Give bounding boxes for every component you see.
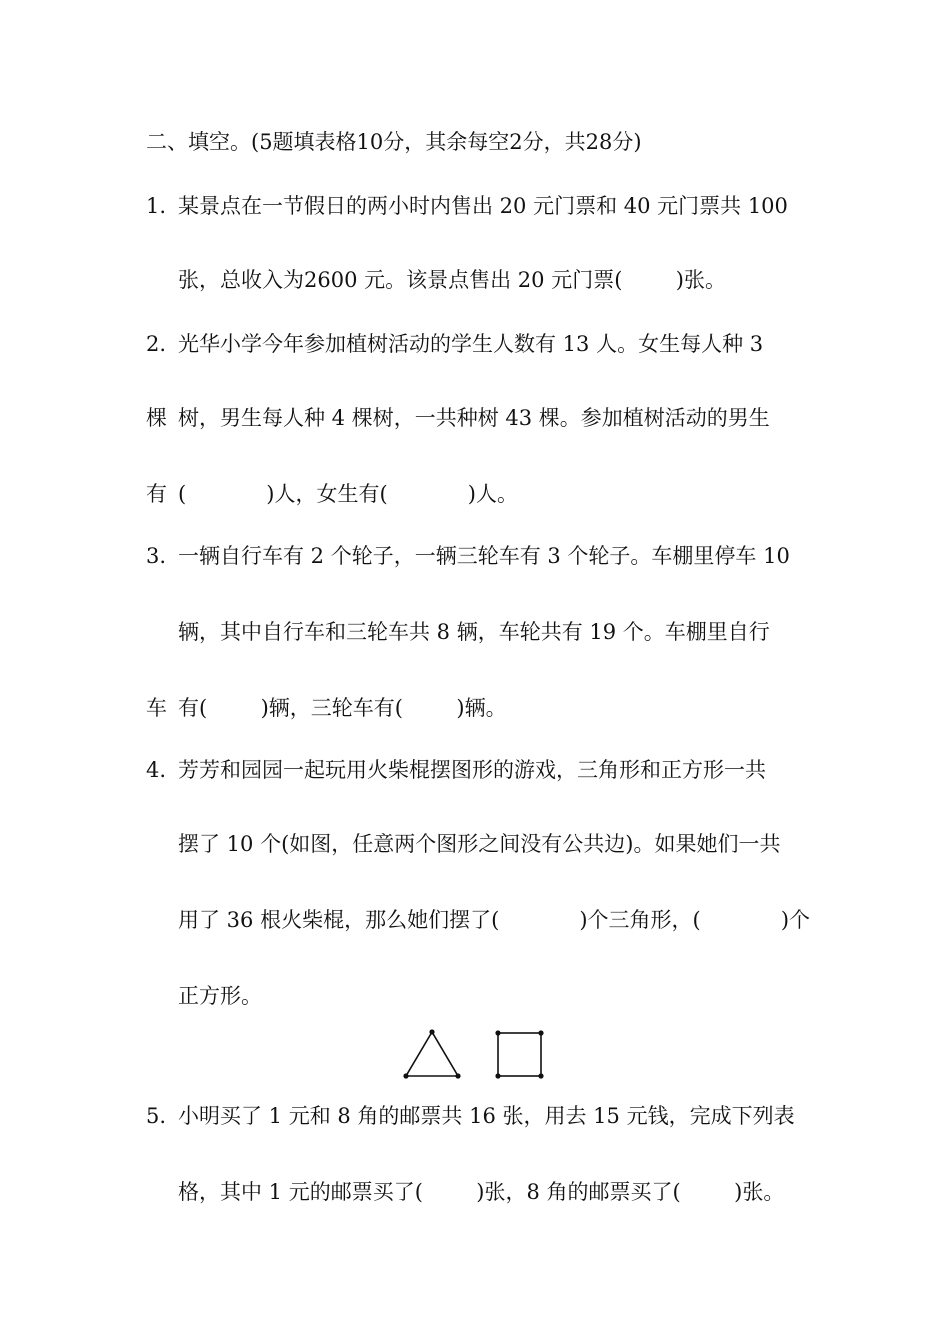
question-4-line-3: 用了 36 根火柴棍，那么她们摆了( )个三角形，( )个	[178, 908, 811, 932]
question-3-line-3-prefix: 车	[146, 696, 167, 720]
question-2-line-1: 光华小学今年参加植树活动的学生人数有 13 人。女生每人种 3	[178, 332, 764, 356]
question-4-line-2: 摆了 10 个(如图，任意两个图形之间没有公共边)。如果她们一共	[178, 832, 781, 856]
section-title: 二、填空。(5题填表格10分，其余每空2分，共28分)	[146, 130, 642, 154]
question-2-line-3: ( )人，女生有( )人。	[178, 482, 518, 506]
question-1-line-1: 某景点在一节假日的两小时内售出 20 元门票和 40 元门票共 100	[178, 194, 788, 218]
triangle-icon	[403, 1029, 460, 1078]
question-4-line-4: 正方形。	[178, 984, 262, 1008]
square-icon	[495, 1030, 543, 1078]
question-3-line-1: 一辆自行车有 2 个轮子，一辆三轮车有 3 个轮子。车棚里停车 10	[178, 544, 790, 568]
question-2-number: 2.	[146, 332, 167, 356]
question-5-line-2: 格，其中 1 元的邮票买了( )张，8 角的邮票买了( )张。	[178, 1180, 785, 1204]
question-2-line-2: 树，男生每人种 4 棵树，一共种树 43 棵。参加植树活动的男生	[178, 406, 770, 430]
question-3-line-3: 有( )辆，三轮车有( )辆。	[178, 696, 507, 720]
question-1-line-2: 张，总收入为2600 元。该景点售出 20 元门票( )张。	[178, 268, 726, 292]
question-1-number: 1.	[146, 194, 167, 218]
matchstick-figure	[400, 1026, 550, 1086]
question-5-line-1: 小明买了 1 元和 8 角的邮票共 16 张，用去 15 元钱，完成下列表	[178, 1104, 795, 1128]
question-3-line-2: 辆，其中自行车和三轮车共 8 辆，车轮共有 19 个。车棚里自行	[178, 620, 770, 644]
question-5-number: 5.	[146, 1104, 167, 1128]
question-2-line-2-prefix: 棵	[146, 406, 167, 430]
question-4-number: 4.	[146, 758, 167, 782]
question-2-line-3-prefix: 有	[146, 482, 167, 506]
question-4-line-1: 芳芳和园园一起玩用火柴棍摆图形的游戏，三角形和正方形一共	[178, 758, 766, 782]
question-3-number: 3.	[146, 544, 167, 568]
